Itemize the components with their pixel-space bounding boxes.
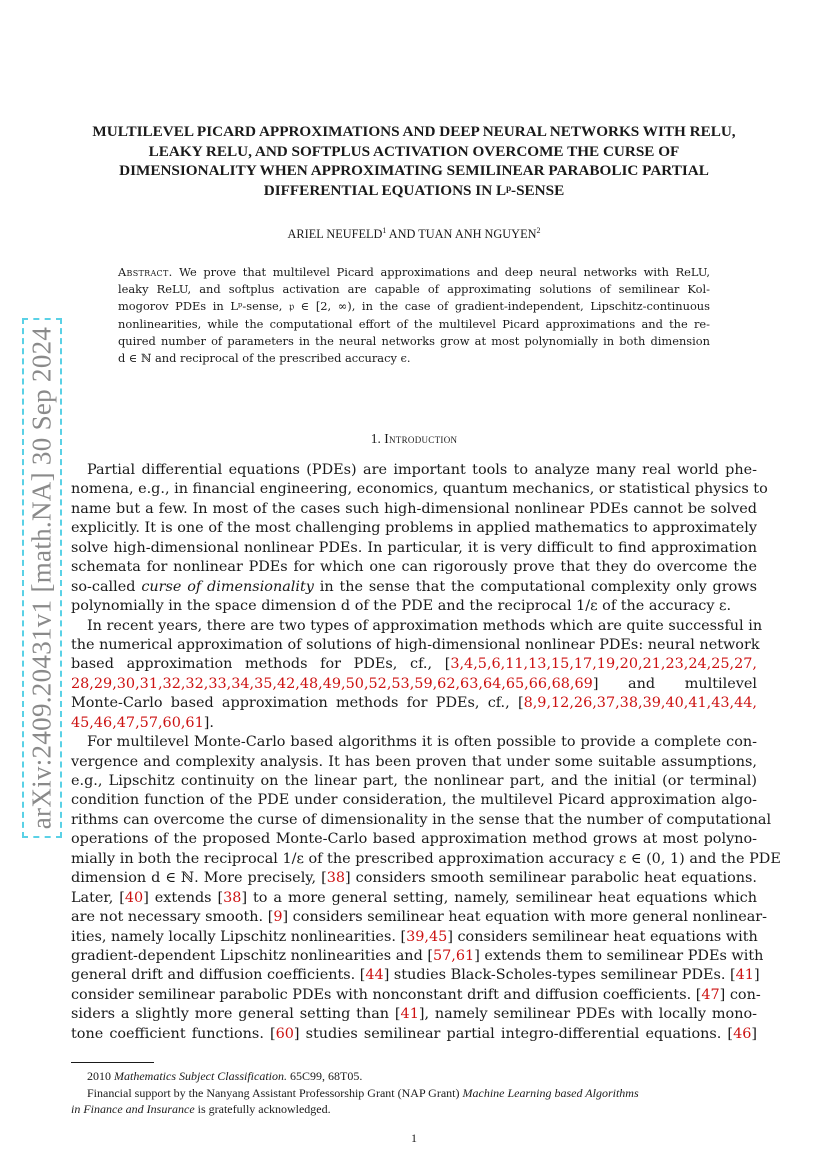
body-text-segment: in the sense that the computational complexity only grows (313, 578, 757, 595)
body-text-segment: ] extends them to semilinear PDEs with (474, 947, 764, 964)
citation-link[interactable]: 46 (733, 1025, 752, 1042)
body-line (71, 675, 757, 694)
body-text-segment: e.g., Lipschitz continuity on the linear part, the nonlinear part, and the initial (or terminal) (71, 773, 757, 789)
citation-link[interactable]: 41 (400, 1006, 419, 1023)
body-text-segment: condition function of the PDE under consideration, the multilevel Picard approximation algo- (71, 792, 757, 809)
body-line (71, 539, 757, 558)
body-text-segment: In recent years, there are two types of approximation methods which are quite successful in (87, 617, 763, 634)
body-text-segment: ] considers semilinear heat equations with (447, 928, 758, 945)
body-text-segment: rithms can overcome the curse of dimensionality in the sense that the number of computational (71, 811, 772, 828)
body-text-segment: For multilevel Monte-Carlo based algorithms it is often possible to provide a complete con- (87, 734, 757, 751)
body-text-segment: general drift and diffusion coefficients. [ (71, 967, 366, 984)
page-number: 1 (411, 1131, 417, 1145)
funding-ack: is gratefully acknowledged. (194, 1102, 331, 1116)
body-text-segment: ] to a more general setting, namely, semilinear heat equations which (241, 889, 757, 906)
body-text-segment: ] studies Black-Scholes-types semilinear PDEs. [ (383, 967, 736, 984)
body-line (71, 928, 757, 947)
abstract-line: nonlinearities, while the computational effort of the multilevel Picard approximations and the re- (118, 316, 710, 331)
body-line (71, 597, 757, 616)
body-line (71, 617, 763, 636)
body-text-segment: schemata for nonlinear PDEs for which one can rigorously prove that they do overcome the (71, 559, 757, 576)
footnote-funding-cont (71, 1101, 757, 1118)
citation-link[interactable]: 57,61 (432, 947, 475, 964)
msc-label: Mathematics Subject Classification. (114, 1069, 287, 1083)
body-text-segment: mially in both the reciprocal 1/ε of the prescribed approximation accuracy ε ∈ (0, 1) and the PDE (71, 850, 781, 867)
body-line (71, 578, 757, 597)
body-text-segment: so-called (71, 578, 142, 595)
affiliation-mark: 1 (382, 226, 387, 235)
body-text-segment: ] considers smooth semilinear parabolic heat equations. (345, 870, 757, 887)
citation-link[interactable]: 9 (273, 909, 283, 926)
body-line (71, 850, 781, 869)
abstract (118, 264, 710, 367)
arxiv-identifier: arXiv:2409.20431v1 [math.NA] 30 Sep 2024 (26, 326, 57, 830)
body-text-segment: ] con- (719, 986, 761, 1003)
section-title: Introduction (384, 431, 458, 446)
body-text-segment: ] extends [ (143, 889, 224, 906)
citation-link[interactable]: 8,9,12,26,37,38,39,40,41,43,44, (523, 695, 757, 712)
body-text-segment: operations of the proposed Monte-Carlo based approximation method grows at most polyno- (71, 831, 757, 848)
msc-year: 2010 (87, 1069, 111, 1083)
body-text-segment: consider semilinear parabolic PDEs with nonconstant drift and diffusion coefficients. [ (71, 986, 702, 1003)
citation-link[interactable]: 39,45 (406, 928, 448, 945)
citation-link[interactable]: 41 (735, 967, 754, 984)
body-text-segment: polynomially in the space dimension d of the PDE and the reciprocal 1/ε of the accuracy ε. (71, 598, 732, 615)
body-text-segment: ] (751, 1025, 757, 1042)
footnotes (71, 1068, 757, 1118)
citation-link[interactable]: 60 (275, 1025, 294, 1042)
title-line: DIMENSIONALITY WHEN APPROXIMATING SEMILINEAR PARABOLIC PARTIAL (119, 162, 709, 180)
body-text (71, 461, 781, 1044)
citation-link[interactable]: 47 (701, 986, 720, 1003)
footnote-msc (71, 1068, 757, 1085)
body-line (71, 1005, 757, 1024)
body-text-segment: vergence and complexity analysis. It has been proven that under some suitable assumptions, (71, 753, 757, 770)
body-text-segment: based approximation methods for PDEs, cf., [ (71, 656, 451, 673)
body-line (71, 694, 757, 713)
citation-link[interactable]: 40 (124, 889, 144, 906)
body-text-segment: are not necessary smooth. [ (71, 909, 274, 926)
body-line (71, 461, 757, 480)
body-line (71, 480, 768, 499)
body-line (71, 519, 757, 538)
body-line (71, 889, 757, 908)
section-number: 1. (370, 431, 381, 446)
body-line (71, 947, 764, 966)
body-line (71, 655, 757, 674)
body-text-segment: ] considers semilinear heat equation with more general nonlinear- (282, 909, 768, 926)
body-line (71, 636, 760, 655)
funding-program-cont: in Finance and Insurance (71, 1102, 195, 1116)
body-text-segment: gradient-dependent Lipschitz nonlinearities and [ (71, 947, 433, 964)
body-line (71, 500, 757, 519)
body-line (71, 733, 757, 752)
abstract-line: leaky ReLU, and softplus activation are capable of approximating solutions of semilinear Kol- (118, 282, 710, 297)
footnote-rule (71, 1062, 154, 1063)
body-text-segment: tone coefficient functions. [ (71, 1025, 276, 1042)
body-text-segment: ities, namely locally Lipschitz nonlinearities. [ (71, 928, 407, 945)
citation-link[interactable]: 38 (223, 889, 242, 906)
body-text-segment: solve high-dimensional nonlinear PDEs. In particular, it is very difficult to find approximation (71, 539, 757, 556)
author-name: ARIEL NEUFELD (287, 227, 383, 242)
body-text-segment: the numerical approximation of solutions of high-dimensional nonlinear PDEs: neural network (71, 636, 760, 653)
body-line (71, 753, 757, 772)
footnote-funding (71, 1085, 757, 1102)
title-line: LEAKY RELU, AND SOFTPLUS ACTIVATION OVERCOME THE CURSE OF (148, 142, 680, 160)
body-line (71, 811, 772, 830)
body-line (71, 714, 757, 733)
affiliation-mark: 2 (536, 226, 541, 235)
author-name: TUAN ANH NGUYEN (418, 227, 537, 242)
body-text-segment: ] (753, 967, 760, 984)
body-text-segment: Monte-Carlo based approximation methods for PDEs, cf., [ (71, 695, 524, 712)
body-text-segment: ] and multilevel (592, 675, 757, 692)
body-line (71, 908, 768, 927)
msc-codes: 65C99, 68T05. (289, 1069, 363, 1083)
funding-text: Financial support by the Nanyang Assistant Professorship Grant (NAP Grant) (87, 1085, 460, 1100)
body-line (71, 986, 761, 1005)
funding-program: Machine Learning based Algorithms (462, 1085, 639, 1100)
section-heading (70, 431, 758, 447)
paper-title (70, 122, 758, 200)
title-line: DIFFERENTIAL EQUATIONS IN Lᵖ-SENSE (263, 181, 565, 199)
citation-link[interactable]: 45,46,47,57,60,61 (71, 714, 204, 731)
body-text-segment: ]. (203, 714, 214, 731)
citation-link[interactable]: 28,29,30,31,32,32,33,34,35,42,48,49,50,52,53,59,62,63,64,65,66,68,69 (71, 675, 593, 692)
author-list (70, 226, 758, 242)
abstract-label: Abstract. (118, 265, 173, 279)
body-text-segment: explicitly. It is one of the most challenging problems in applied mathematics to approximately (71, 520, 757, 537)
body-line (71, 558, 757, 577)
body-text-segment: name but a few. In most of the cases such high-dimensional nonlinear PDEs cannot be solved (71, 500, 757, 517)
body-line (71, 1025, 757, 1044)
body-line (71, 869, 757, 888)
abstract-line (118, 264, 710, 281)
body-text-segment: Later, [ (71, 889, 125, 906)
body-text-segment: siders a slightly more general setting than [ (71, 1006, 401, 1023)
abstract-line: d ∈ ℕ and reciprocal of the prescribed accuracy ϵ. (118, 351, 411, 366)
abstract-text: We prove that multilevel Picard approximations and deep neural networks with ReLU, (179, 265, 710, 279)
body-text-segment: Partial differential equations (PDEs) are important tools to analyze many real world phe- (87, 462, 757, 478)
abstract-line: quired number of parameters in the neural networks grow at most polynomially in both dimension (118, 333, 710, 348)
body-line (71, 830, 757, 849)
body-line (71, 772, 757, 791)
title-line: MULTILEVEL PICARD APPROXIMATIONS AND DEEP NEURAL NETWORKS WITH RELU, (92, 123, 736, 140)
emphasis-text: curse of dimensionality (141, 578, 314, 595)
citation-link[interactable]: 3,4,5,6,11,13,15,17,19,20,21,23,24,25,27, (450, 656, 757, 673)
body-text-segment: ], namely semilinear PDEs with locally mono- (418, 1006, 757, 1023)
author-conjunction: AND (388, 227, 416, 242)
body-text-segment: nomena, e.g., in financial engineering, economics, quantum mechanics, or statistical physics to (71, 481, 768, 498)
body-text-segment: ] studies semilinear partial integro-differential equations. [ (293, 1025, 734, 1042)
body-text-segment: dimension d ∈ ℕ. More precisely, [ (71, 870, 327, 887)
citation-link[interactable]: 38 (326, 870, 346, 887)
body-line (71, 791, 757, 810)
abstract-line: mogorov PDEs in Lᵖ-sense, 𝔭 ∈ [2, ∞), in the case of gradient-independent, Lipschitz-continuous (118, 299, 710, 314)
body-line (71, 966, 760, 985)
citation-link[interactable]: 44 (365, 967, 384, 984)
